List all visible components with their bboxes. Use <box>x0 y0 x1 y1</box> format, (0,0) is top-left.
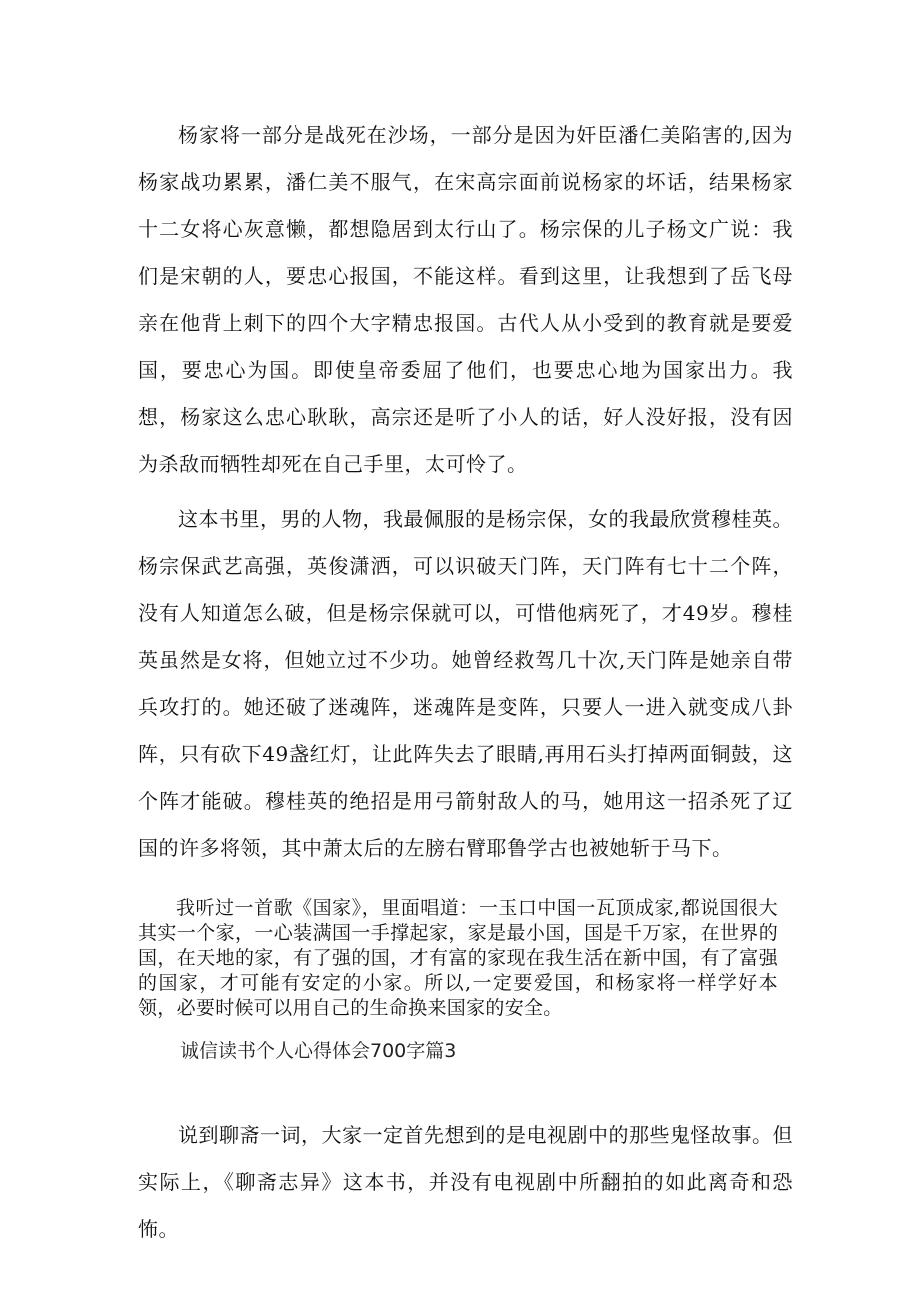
section-heading: 诚信读书个人心得体会700字篇3 <box>180 1040 457 1062</box>
paragraph-yang-zongbao-mu-guiying: 这本书里，男的人物，我最佩服的是杨宗保，女的我最欣赏穆桂英。杨宗保武艺高强，英俊潇洒，可以识破天门阵，天门阵有七十二个阵，没有人知道怎么破，但是杨宗保就可以，可惜他病死了，才49岁。穆桂英虽然是女将，但她立过不少功。她曾经救驾几十次,天门阵是她亲自带兵攻打的。她还破了迷魂阵，迷魂阵是变阵，只要人一进入就变成八卦阵，只有砍下49盏红灯，让此阵失去了眼睛,再用石头打掉两面铜鼓，这个阵才能破。穆桂英的绝招是用弓箭射敌人的马，她用这一招杀死了辽国的许多将领，其中萧太后的左膀右臂耶鲁学古也被她斩于马下。 <box>138 507 793 860</box>
paragraph-song-guojia: 我听过一首歌《国家》，里面唱道：一玉口中国一瓦顶成家,都说国很大其实一个家，一心装满国一手撑起家，家是最小国，国是千万家，在世界的国，在天地的家，有了强的国，才有富的家现在我生活在新中国，有了富强的国家，才可能有安定的小家。所以,一定要爱国，和杨家将一样学好本领，必要时候可以用自己的生命换来国家的安全。 <box>138 897 778 1019</box>
paragraph-yang-family: 杨家将一部分是战死在沙场，一部分是因为奸臣潘仁美陷害的,因为杨家战功累累，潘仁美不服气，在宋高宗面前说杨家的坏话，结果杨家十二女将心灰意懒，都想隐居到太行山了。杨宗保的儿子杨文广说：我们是宋朝的人，要忠心报国，不能这样。看到这里，让我想到了岳飞母亲在他背上刺下的四个大字精忠报国。古代人从小受到的教育就是要爱国，要忠心为国。即使皇帝委屈了他们，也要忠心地为国家出力。我想，杨家这么忠心耿耿，高宗还是听了小人的话，好人没好报，没有因为杀敌而牺牲却死在自己手里，太可怜了。 <box>138 123 793 476</box>
paragraph-liaozhai: 说到聊斋一词，大家一定首先想到的是电视剧中的那些鬼怪故事。但实际上，《聊斋志异》这本书，并没有电视剧中所翻拍的如此离奇和恐怖。 <box>138 1123 793 1241</box>
